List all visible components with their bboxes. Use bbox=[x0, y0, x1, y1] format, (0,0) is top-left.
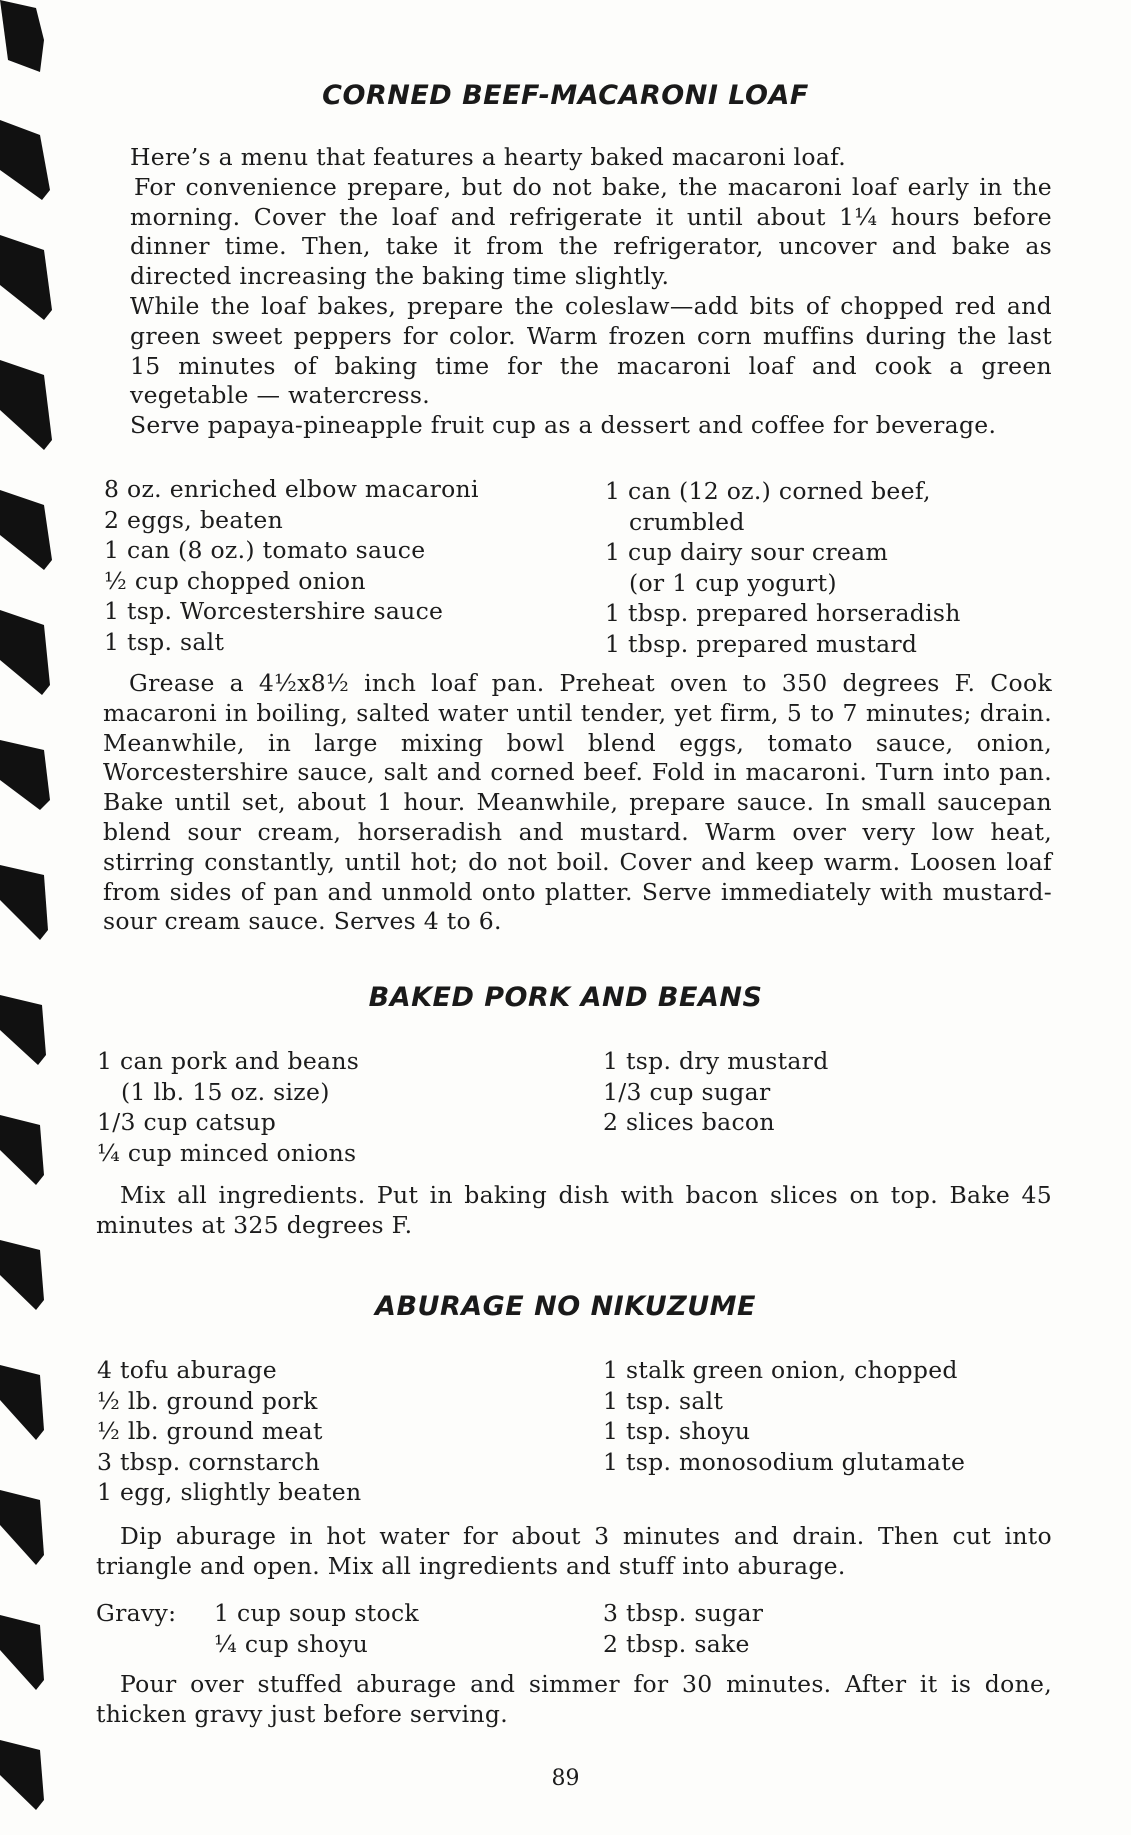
ingredient: 1 tbsp. prepared mustard bbox=[605, 629, 918, 658]
recipe-intro bbox=[130, 143, 1052, 441]
recipe-directions: Grease a 4½x8½ inch loaf pan. Preheat oven to 350 degrees F. Cook macaroni in boiling, salted water until tender, yet firm, 5 to 7 minutes; drain. Meanwhile, in large mixing bowl blend eggs, tomato sauce, onion, Worcestershire sauce, salt and corned beef. Fold in macaroni. Turn into pan. Bake until set, about 1 hour. Meanwhile, prepare sauce. In small saucepan blend sour cream, horseradish and mustard. Warm over very low heat, stirring constantly, until hot; do not boil. Cover and keep warm. Loosen loaf from sides of pan and unmold onto platter. Serve immediately with mustard-sour cream sauce. Serves 4 to 6. bbox=[103, 669, 1052, 936]
ingredient: 1 cup soup stock bbox=[214, 1599, 419, 1627]
ingredient: 1 can pork and beans bbox=[97, 1047, 360, 1075]
ingredient: 3 tbsp. sugar bbox=[603, 1599, 764, 1627]
gravy-ingredients-right bbox=[603, 1598, 763, 1659]
ingredients-right bbox=[603, 1355, 965, 1477]
ingredient: 1 tsp. monosodium glutamate bbox=[603, 1447, 966, 1476]
ingredient: 1 egg, slightly beaten bbox=[97, 1478, 362, 1506]
ingredient: ¼ cup minced onions bbox=[97, 1138, 357, 1167]
intro-paragraph: Serve papaya-pineapple fruit cup as a dessert and coffee for beverage. bbox=[130, 411, 997, 440]
ingredients-left bbox=[97, 1046, 359, 1168]
ingredient: ½ cup chopped onion bbox=[104, 566, 366, 595]
ingredient: 3 tbsp. cornstarch bbox=[97, 1447, 321, 1476]
recipe-title-corned-beef: CORNED BEEF-MACARONI LOAF bbox=[322, 80, 809, 111]
ingredient: ¼ cup shoyu bbox=[214, 1629, 369, 1658]
ingredient: 1 tsp. salt bbox=[603, 1386, 724, 1415]
ingredient: 1 stalk green onion, chopped bbox=[603, 1356, 958, 1384]
recipe-title-pork-beans: BAKED PORK AND BEANS bbox=[368, 982, 763, 1013]
ingredient: 1 tbsp. prepared horseradish bbox=[605, 599, 961, 627]
gravy-label: Gravy: bbox=[96, 1599, 177, 1627]
ingredient: crumbled bbox=[629, 507, 745, 536]
ingredient: 4 tofu aburage bbox=[97, 1356, 277, 1384]
recipe-final-step: Pour over stuffed aburage and simmer for 30 minutes. After it is done, thicken gravy just before serving. bbox=[96, 1670, 1052, 1728]
ingredient: 1 tsp. Worcestershire sauce bbox=[104, 597, 444, 625]
ingredients-left bbox=[97, 1355, 361, 1508]
ingredient: 1/3 cup catsup bbox=[97, 1108, 277, 1136]
intro-paragraph: For convenience prepare, but do not bake, the macaroni loaf early in the morning. Cover the loaf and refrigerate it until about 1¼ hours before dinner time. Then, take it from the refrigerator, uncover and bake as directed increasing the baking time slightly. bbox=[130, 172, 1052, 291]
ingredient: 1 tsp. shoyu bbox=[603, 1417, 751, 1445]
ingredient: 1 cup dairy sour cream bbox=[605, 538, 889, 566]
ingredient: (1 lb. 15 oz. size) bbox=[121, 1077, 330, 1106]
ingredient: 2 slices bacon bbox=[603, 1108, 775, 1136]
ingredients-left bbox=[104, 474, 479, 657]
ingredients-right bbox=[603, 1046, 829, 1138]
ingredient: 1 tsp. salt bbox=[104, 627, 225, 656]
ingredient: 1 tsp. dry mustard bbox=[603, 1047, 829, 1075]
ingredient: ½ lb. ground pork bbox=[97, 1386, 318, 1415]
intro-paragraph: Here’s a menu that features a hearty baked macaroni loaf. bbox=[130, 143, 847, 171]
recipe-title-aburage: ABURAGE NO NIKUZUME bbox=[375, 1291, 756, 1322]
ingredient: 2 tbsp. sake bbox=[603, 1629, 750, 1658]
page-number: 89 bbox=[551, 1766, 580, 1791]
ingredient: (or 1 cup yogurt) bbox=[629, 568, 837, 597]
ingredient: ½ lb. ground meat bbox=[97, 1417, 323, 1445]
ingredient: 1 can (12 oz.) corned beef, bbox=[605, 477, 931, 505]
gravy-ingredients-left bbox=[214, 1598, 419, 1659]
intro-paragraph: While the loaf bakes, prepare the coleslaw—add bits of chopped red and green sweet peppers for color. Warm frozen corn muffins during the last 15 minutes of baking time for the macaroni loaf and cook a green vegetable — watercress. bbox=[130, 291, 1052, 410]
recipe-directions: Dip aburage in hot water for about 3 minutes and drain. Then cut into triangle and open. Mix all ingredients and stuff into aburage. bbox=[96, 1522, 1052, 1580]
ingredient: 1/3 cup sugar bbox=[603, 1077, 771, 1106]
recipe-directions: Mix all ingredients. Put in baking dish with bacon slices on top. Bake 45 minutes at 325 degrees F. bbox=[96, 1181, 1052, 1239]
ingredient: 8 oz. enriched elbow macaroni bbox=[104, 475, 479, 503]
ingredient: 2 eggs, beaten bbox=[104, 505, 284, 534]
ingredient: 1 can (8 oz.) tomato sauce bbox=[104, 536, 426, 564]
ingredients-right bbox=[605, 476, 961, 659]
